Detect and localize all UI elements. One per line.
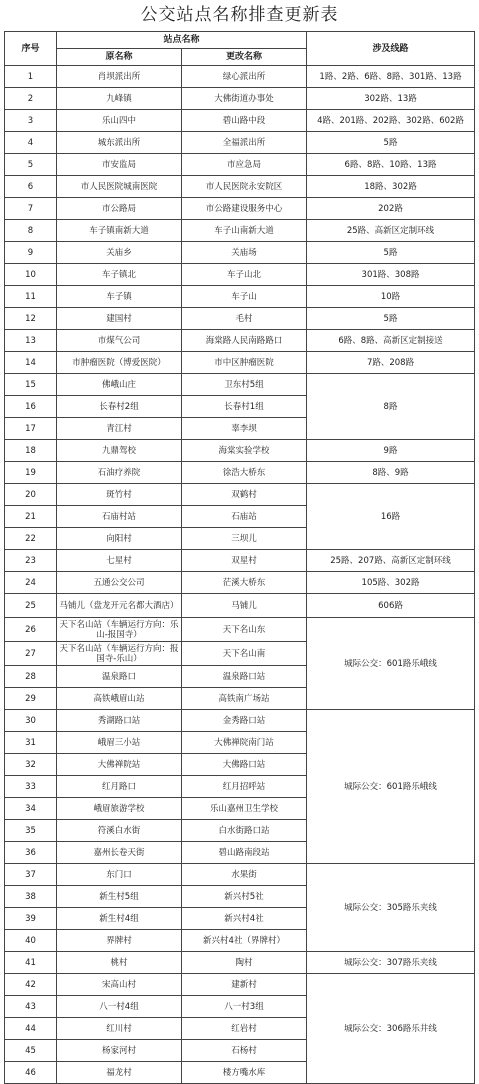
cell-lines: 城际公交：306路乐井线 [307,974,475,1084]
cell-new-name: 新兴村5社 [182,886,307,908]
table-row [5,594,475,618]
cell-old-name: 东门口 [57,864,182,886]
cell-new-name: 马铺儿 [182,594,307,618]
cell-old-name: 大佛禅院站 [57,754,182,776]
cell-lines: 6路、8路、10路、13路 [307,154,475,176]
cell-new-name: 碧山路南段站 [182,842,307,864]
cell-seq: 20 [5,484,57,506]
cell-old-name: 温泉路口 [57,666,182,688]
cell-new-name: 楼方嘴水库 [182,1062,307,1084]
table-row [5,110,475,132]
table-row [5,550,475,572]
cell-lines: 16路 [307,484,475,550]
cell-seq: 34 [5,798,57,820]
cell-lines: 25路、207路、高新区定制环线 [307,550,475,572]
cell-new-name: 天下名山东 [182,618,307,642]
cell-new-name: 大佛街道办事处 [182,88,307,110]
cell-new-name: 陶村 [182,952,307,974]
cell-new-name: 高铁南广场站 [182,688,307,710]
cell-old-name: 高铁峨眉山站 [57,688,182,710]
cell-seq: 38 [5,886,57,908]
cell-old-name: 九鼎驾校 [57,440,182,462]
cell-new-name: 三坝儿 [182,528,307,550]
cell-seq: 13 [5,330,57,352]
cell-seq: 35 [5,820,57,842]
cell-old-name: 乐山四中 [57,110,182,132]
table-row [5,308,475,330]
cell-new-name: 金秀路口站 [182,710,307,732]
cell-lines: 9路 [307,440,475,462]
table-row [5,330,475,352]
cell-old-name: 八一村4组 [57,996,182,1018]
cell-new-name: 双星村 [182,550,307,572]
table-row [5,462,475,484]
cell-seq: 15 [5,374,57,396]
cell-seq: 45 [5,1040,57,1062]
cell-seq: 8 [5,220,57,242]
cell-new-name: 乐山嘉州卫生学校 [182,798,307,820]
cell-seq: 29 [5,688,57,710]
cell-new-name: 水果街 [182,864,307,886]
cell-lines: 7路、208路 [307,352,475,374]
table-row [5,132,475,154]
table-body [5,66,475,1084]
cell-lines: 5路 [307,132,475,154]
cell-new-name: 市公路建设服务中心 [182,198,307,220]
cell-new-name: 市人民医院永安院区 [182,176,307,198]
cell-new-name: 石庙站 [182,506,307,528]
cell-lines: 25路、高新区定制环线 [307,220,475,242]
cell-seq: 41 [5,952,57,974]
cell-seq: 11 [5,286,57,308]
cell-old-name: 五通公交公司 [57,572,182,594]
page-title: 公交站点名称排查更新表 [140,5,339,25]
cell-new-name: 建新村 [182,974,307,996]
cell-old-name: 界牌村 [57,930,182,952]
cell-lines: 1路、2路、6路、8路、301路、13路 [307,66,475,88]
cell-old-name: 天下名山站（车辆运行方向：乐山-报国寺） [57,618,182,642]
cell-new-name: 大佛禅院南门站 [182,732,307,754]
cell-old-name: 肖坝派出所 [57,66,182,88]
cell-seq: 23 [5,550,57,572]
cell-new-name: 全福派出所 [182,132,307,154]
table-row [5,242,475,264]
table-row [5,286,475,308]
cell-old-name: 市公路局 [57,198,182,220]
header-lines: 涉及线路 [307,32,475,66]
cell-old-name: 市人民医院城南医院 [57,176,182,198]
cell-old-name: 佛峨山庄 [57,374,182,396]
table-row [5,198,475,220]
cell-lines: 6路、8路、高新区定制接送 [307,330,475,352]
cell-new-name: 长春村1组 [182,396,307,418]
cell-new-name: 海棠实验学校 [182,440,307,462]
cell-old-name: 红月路口 [57,776,182,798]
cell-seq: 36 [5,842,57,864]
table-row [5,352,475,374]
cell-old-name: 符溪白水街 [57,820,182,842]
cell-seq: 16 [5,396,57,418]
cell-old-name: 秀湖路口站 [57,710,182,732]
table-row [5,374,475,396]
cell-new-name: 双鹤村 [182,484,307,506]
cell-seq: 12 [5,308,57,330]
cell-new-name: 市应急局 [182,154,307,176]
table-row [5,88,475,110]
cell-seq: 25 [5,594,57,618]
cell-lines: 5路 [307,308,475,330]
cell-lines: 城际公交：601路乐峨线 [307,710,475,864]
cell-seq: 32 [5,754,57,776]
cell-lines: 105路、302路 [307,572,475,594]
cell-seq: 10 [5,264,57,286]
cell-seq: 2 [5,88,57,110]
cell-seq: 14 [5,352,57,374]
cell-old-name: 福龙村 [57,1062,182,1084]
cell-old-name: 桃村 [57,952,182,974]
table-row [5,572,475,594]
cell-seq: 46 [5,1062,57,1084]
cell-old-name: 车子镇 [57,286,182,308]
cell-new-name: 石杨村 [182,1040,307,1062]
cell-seq: 39 [5,908,57,930]
header-station-name: 站点名称 [57,32,307,49]
table-row [5,864,475,886]
cell-old-name: 车子镇北 [57,264,182,286]
cell-seq: 1 [5,66,57,88]
cell-new-name: 八一村3组 [182,996,307,1018]
cell-lines: 301路、308路 [307,264,475,286]
cell-seq: 5 [5,154,57,176]
cell-new-name: 海棠路人民南路路口 [182,330,307,352]
header-old-name: 原名称 [57,49,182,66]
cell-seq: 18 [5,440,57,462]
cell-old-name: 市安监局 [57,154,182,176]
cell-seq: 44 [5,1018,57,1040]
table-row [5,154,475,176]
cell-old-name: 红川村 [57,1018,182,1040]
cell-old-name: 向阳村 [57,528,182,550]
cell-seq: 21 [5,506,57,528]
cell-lines: 城际公交：601路乐峨线 [307,618,475,710]
cell-old-name: 峨眉三小站 [57,732,182,754]
cell-lines: 8路 [307,374,475,440]
cell-new-name: 毛村 [182,308,307,330]
cell-old-name: 长春村2组 [57,396,182,418]
cell-seq: 30 [5,710,57,732]
header-seq: 序号 [5,32,57,66]
cell-new-name: 绿心派出所 [182,66,307,88]
table-row [5,264,475,286]
cell-seq: 40 [5,930,57,952]
table-row [5,484,475,506]
cell-old-name: 新生村5组 [57,886,182,908]
cell-old-name: 杨家河村 [57,1040,182,1062]
cell-lines: 10路 [307,286,475,308]
cell-old-name: 城东派出所 [57,132,182,154]
cell-old-name: 嘉州长卷天街 [57,842,182,864]
cell-lines: 8路、9路 [307,462,475,484]
cell-seq: 9 [5,242,57,264]
cell-new-name: 关庙场 [182,242,307,264]
cell-lines: 城际公交：307路乐夹线 [307,952,475,974]
cell-lines: 城际公交：305路乐夹线 [307,864,475,952]
cell-old-name: 马铺儿（盘龙开元名都大酒店） [57,594,182,618]
cell-lines: 4路、201路、202路、302路、602路 [307,110,475,132]
cell-new-name: 红月招呼站 [182,776,307,798]
cell-new-name: 车子山 [182,286,307,308]
cell-seq: 3 [5,110,57,132]
table-row [5,220,475,242]
cell-seq: 22 [5,528,57,550]
cell-old-name: 建国村 [57,308,182,330]
header-new-name: 更改名称 [182,49,307,66]
cell-seq: 43 [5,996,57,1018]
cell-new-name: 红岩村 [182,1018,307,1040]
cell-old-name: 石庙村站 [57,506,182,528]
cell-seq: 6 [5,176,57,198]
cell-seq: 27 [5,642,57,666]
cell-old-name: 关庙乡 [57,242,182,264]
cell-old-name: 七星村 [57,550,182,572]
cell-old-name: 市煤气公司 [57,330,182,352]
cell-new-name: 卫东村5组 [182,374,307,396]
cell-old-name: 青江村 [57,418,182,440]
cell-old-name: 九峰镇 [57,88,182,110]
cell-lines: 302路、13路 [307,88,475,110]
cell-seq: 7 [5,198,57,220]
cell-lines: 606路 [307,594,475,618]
cell-old-name: 石油疗养院 [57,462,182,484]
cell-lines: 5路 [307,242,475,264]
cell-seq: 17 [5,418,57,440]
cell-old-name: 车子镇南新大道 [57,220,182,242]
cell-new-name: 茫溪大桥东 [182,572,307,594]
cell-new-name: 大佛路口站 [182,754,307,776]
cell-old-name: 宋高山村 [57,974,182,996]
cell-seq: 4 [5,132,57,154]
cell-seq: 19 [5,462,57,484]
cell-seq: 31 [5,732,57,754]
cell-seq: 26 [5,618,57,642]
cell-old-name: 峨眉旅游学校 [57,798,182,820]
cell-new-name: 温泉路口站 [182,666,307,688]
cell-new-name: 新兴村4社 [182,908,307,930]
cell-new-name: 新兴村4社（界牌村） [182,930,307,952]
cell-seq: 24 [5,572,57,594]
cell-seq: 28 [5,666,57,688]
table-row [5,66,475,88]
table-row [5,710,475,732]
cell-old-name: 新生村4组 [57,908,182,930]
cell-seq: 37 [5,864,57,886]
cell-new-name: 车子山南新大道 [182,220,307,242]
cell-lines: 202路 [307,198,475,220]
cell-lines: 18路、302路 [307,176,475,198]
cell-new-name: 碧山路中段 [182,110,307,132]
table-row [5,440,475,462]
cell-new-name: 白水街路口站 [182,820,307,842]
cell-new-name: 辜李坝 [182,418,307,440]
cell-new-name: 车子山北 [182,264,307,286]
cell-new-name: 市中区肿瘤医院 [182,352,307,374]
cell-new-name: 徐浩大桥东 [182,462,307,484]
table-row [5,176,475,198]
cell-new-name: 天下名山南 [182,642,307,666]
cell-old-name: 斑竹村 [57,484,182,506]
table-row [5,974,475,996]
cell-old-name: 天下名山站（车辆运行方向：报国寺-乐山） [57,642,182,666]
table-row [5,952,475,974]
table-row [5,618,475,642]
cell-seq: 33 [5,776,57,798]
station-rename-table [4,31,475,1084]
cell-old-name: 市肿瘤医院（博爱医院） [57,352,182,374]
cell-seq: 42 [5,974,57,996]
